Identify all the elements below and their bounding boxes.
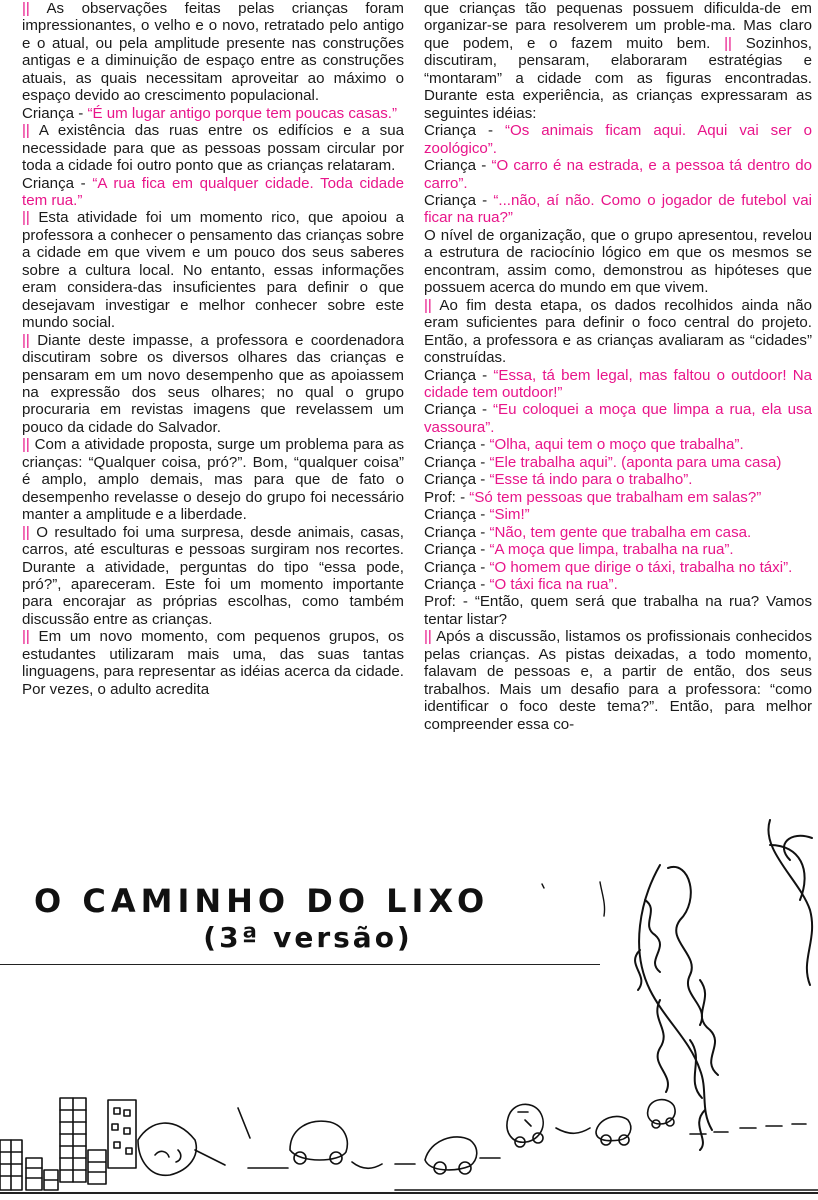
quote-text: “Os animais ficam aqui. Aqui vai ser o zoológico”. — [424, 122, 812, 157]
speaker-label: Criança - — [424, 541, 490, 559]
drawing-title-line2: (3ª versão) — [203, 921, 413, 954]
speaker-label: Criança - — [424, 453, 490, 471]
paragraph-text: O nível de organização, que o grupo apresentou, revelou a estrutura de raciocínio lógico em que os mesmos se encontram, assim como, demonstrou as hipóteses que possuem acerca do mundo em que vivem. — [424, 226, 812, 297]
speaker-label: Criança - — [424, 558, 490, 576]
quote-text: “O táxi fica na rua”. — [489, 575, 618, 593]
speaker-label: Criança - — [424, 366, 494, 384]
paragraph-marker: || — [724, 34, 732, 52]
crossing-dashes-drawing — [542, 882, 605, 916]
paragraph-text: Sozinhos, discutiram, pensaram, elaboraram estratégias e “montaram” a cidade com as figuras encontradas. Durante esta experiência, as crianças expressaram as seguintes idéias: — [424, 34, 812, 122]
paragraph-text: Esta atividade foi um momento rico, que apoiou a professora a conhecer o pensamento das crianças sobre a cidade em que vivem e um pouco dos seus saberes sobre a cultura local. No entanto, essas informações eram considera-das insuficientes para definir o que desejavam investigar e melhor conhecer sobre este mundo social. — [22, 209, 404, 332]
quote-text: “O homem que dirige o táxi, trabalha no táxi”. — [489, 558, 793, 576]
paragraph-marker: || — [22, 122, 30, 140]
quote-text: “...não, aí não. Como o jogador de futebol vai ficar na rua?” — [424, 191, 812, 227]
paragraph-text: Após a discussão, listamos os profissionais conhecidos pelas crianças. As pistas deixadas, a todo momento, falavam de pessoas e, a partir de então, dos seus trabalhos. Mais um desafio para a professora: “como identificar o foco deste tema?”. Então, para melhor compreender essa co- — [424, 628, 812, 733]
quote-text: “Sim!” — [489, 506, 530, 524]
paragraph-text: Diante deste impasse, a professora e coordenadora discutiram sobre os diversos olhares das crianças e pensaram em um novo desempenho que as apoiassem na expressão dos seus olhares; no qual o grupo procuraria em revistas imagens que revelassem um pouco da cidade do Salvador. — [22, 331, 404, 436]
road-and-cars-drawing — [238, 1100, 818, 1190]
quote-text: “Só tem pessoas que trabalham em salas?” — [469, 488, 762, 506]
speaker-label: Criança - — [424, 157, 492, 175]
speaker-label: Criança - — [424, 471, 490, 489]
paragraph-text: que crianças tão pequenas possuem dificulda-de em organizar-se para resolverem um proble-ma. Mas claro que podem, e o fazem muito bem. — [424, 0, 812, 52]
paragraph-text: As observações feitas pelas crianças foram impressionantes, o velho e o novo, retratado pelo antigo e o atual, ou pela amplitude presente nas construções antigas e a diminuição de espaço entre as construções atuais, as quais necessitam aproveitar ao máximo o espaço devido ao crescimento populacional. — [22, 0, 404, 105]
speaker-label: Criança - — [22, 174, 93, 192]
paragraph-marker: || — [22, 436, 30, 454]
scribbled-head-drawing — [635, 820, 812, 1150]
speaker-label: Criança - — [424, 191, 494, 209]
paragraph-marker: || — [22, 523, 30, 541]
speaker-label: Criança - — [424, 401, 493, 419]
speaker-label: Criança - — [424, 575, 490, 593]
paragraph-text: Prof: - “Então, quem será que trabalha na rua? Vamos tentar listar? — [424, 593, 812, 628]
quote-text: “Olha, aqui tem o moço que trabalha”. — [489, 436, 744, 454]
paragraph-marker: || — [22, 0, 30, 17]
quote-text: “Essa, tá bem legal, mas faltou o outdoor! Na cidade tem outdoor!” — [424, 366, 812, 401]
quote-text: “Esse tá indo para o trabalho”. — [489, 471, 693, 489]
quote-text: “É um lugar antigo porque tem poucas casas.” — [87, 104, 398, 122]
speaker-label: Criança - — [424, 122, 505, 140]
speaker-label: Criança - — [424, 436, 490, 454]
quote-text: “A moça que limpa, trabalha na rua”. — [489, 541, 734, 559]
paragraph-text: Com a atividade proposta, surge um problema para as crianças: “Qualquer coisa, pró?”. Bom, “qualquer coisa” é amplo, amplo demais, mas para que de fato o desempenho revelasse o desejo do grupo foi necessário manter a amplitude e a liberdade. — [22, 436, 404, 524]
speaker-label: Prof: - — [424, 488, 470, 506]
paragraph-text: A existência das ruas entre os edifícios e a sua necessidade para que as pessoas possam circular por toda a cidade foi outro ponto que as crianças relataram. — [22, 122, 404, 175]
paragraph-marker: || — [424, 296, 432, 314]
paragraph-text: Ao fim desta etapa, os dados recolhidos ainda não eram suficientes para definir o foco central do projeto. Então, a professora e as crianças avaliaram as “cidades” construídas. — [424, 296, 812, 367]
paragraph-marker: || — [22, 628, 30, 646]
paragraph-text: Em um novo momento, com pequenos grupos, os estudantes utilizaram mais uma, das suas tantas linguagens, para representar as idéias acerca da cidade. Por vezes, o adulto acredita — [22, 628, 404, 698]
paragraph-text: O resultado foi uma surpresa, desde animais, casas, carros, até esculturas e pessoas surgiram nos recortes. Durante a atividade, perguntas do tipo “essa pode, pró?”, apareceram. Este foi um momento importante para encorajar as próprias escolhas, como também discussão entre as crianças. — [22, 523, 404, 628]
quote-text: “A rua fica em qualquer cidade. Toda cidade tem rua.” — [22, 174, 404, 209]
speaker-label: Criança - — [424, 506, 490, 524]
quote-text: “Ele trabalha aqui”. (aponta para uma casa) — [489, 453, 782, 471]
speaker-label: Criança - — [424, 523, 490, 541]
quote-text: “Não, tem gente que trabalha em casa. — [489, 523, 752, 541]
paragraph-marker: || — [22, 209, 30, 227]
paragraph-marker: || — [22, 331, 30, 349]
quote-text: “O carro é na estrada, e a pessoa tá dentro do carro”. — [424, 157, 812, 192]
speaker-label: Criança - — [22, 104, 88, 122]
paragraph-marker: || — [424, 628, 432, 646]
page-bottom-rule — [0, 1192, 818, 1194]
quote-text: “Eu coloquei a moça que limpa a rua, ela usa vassoura”. — [424, 401, 812, 436]
drawing-title-line1: O CAMINHO DO LIXO — [34, 882, 490, 920]
buildings-drawing — [0, 1098, 225, 1190]
